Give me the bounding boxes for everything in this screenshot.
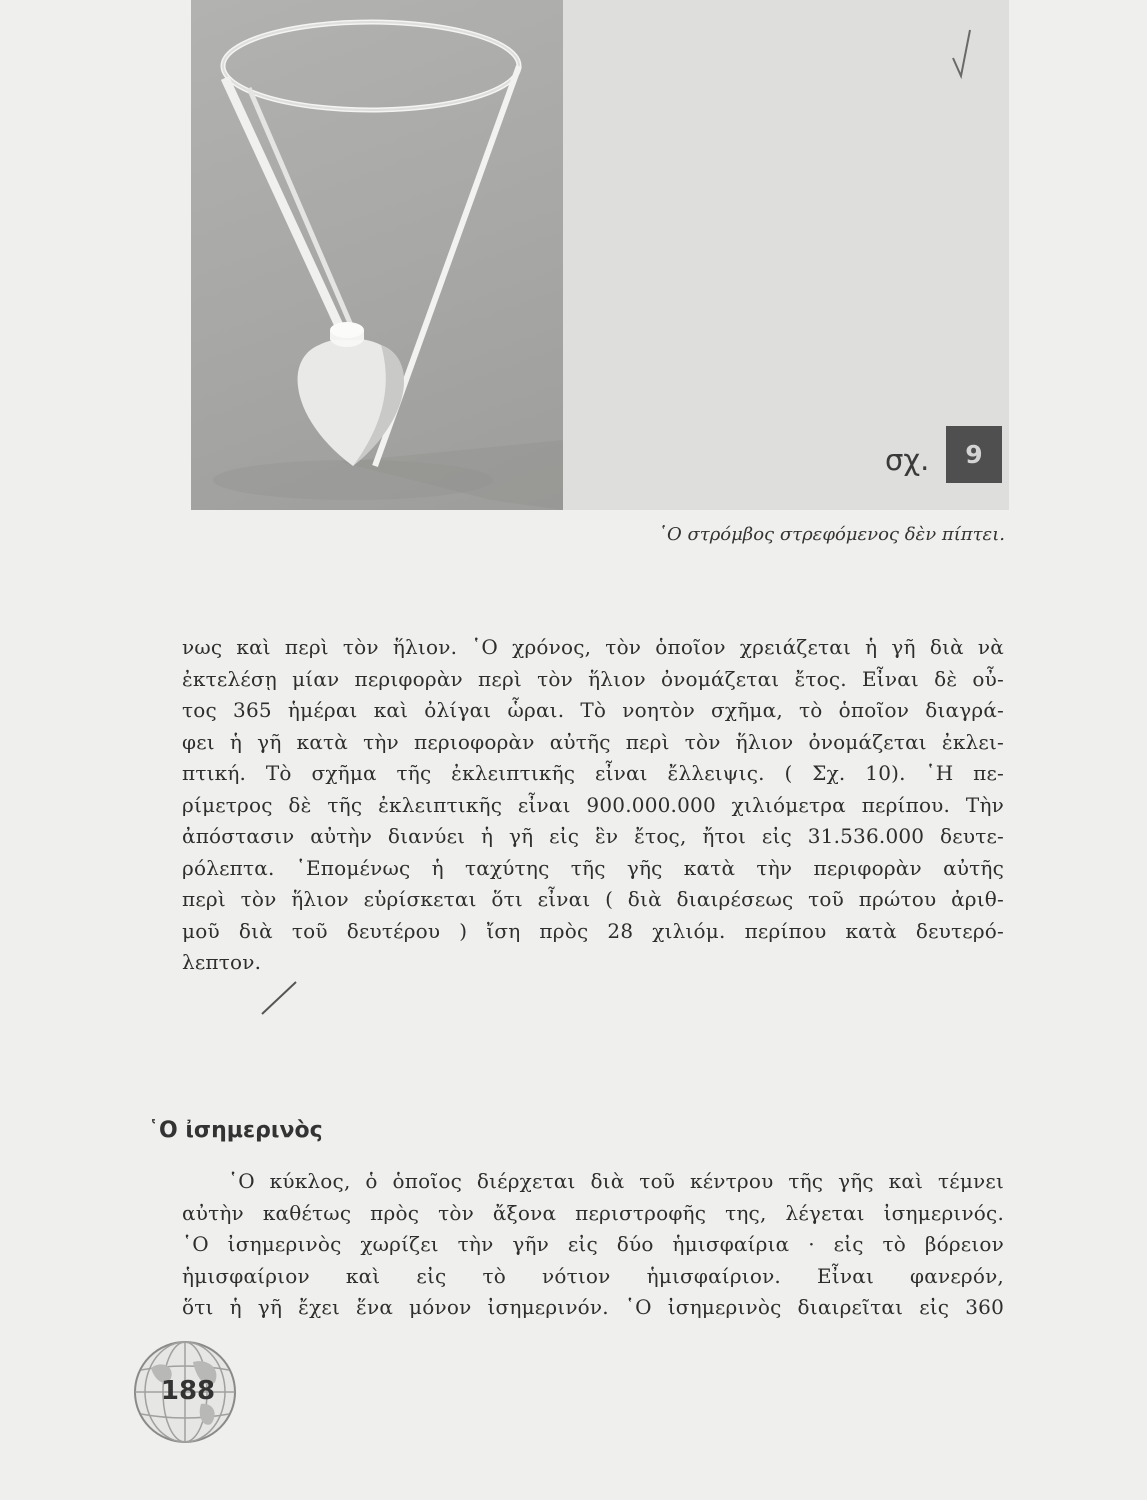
figure-caption: ῾Ο στρόμβος στρεφόμενος δὲν πίπτει. (657, 524, 1005, 545)
text-line: ῾Ο κύκλος, ὁ ὁποῖος διέρχεται διὰ τοῦ κέντρου τῆς γῆς καὶ τέμνει (228, 1169, 1004, 1193)
text-line: λεπτον. (182, 950, 262, 974)
figure-number-badge: 9 (946, 426, 1002, 483)
text-line: φει ἡ γῆ κατὰ τὴν περιοφορὰν αὐτῆς περὶ τὸν ἥλιον ὀνομάζεται ἐκλει- (182, 729, 1004, 754)
page-number: 188 (160, 1376, 216, 1406)
text-line: πτική. Τὸ σχῆμα τῆς ἐκλειπτικῆς εἶναι ἔλλειψις. ( Σχ. 10). ῾Η πε- (182, 761, 1004, 785)
spinning-top-photo (191, 0, 563, 510)
body-paragraph-orbit (182, 632, 1004, 979)
body-paragraph-equator (182, 1166, 1004, 1324)
text-line: αὐτὴν καθέτως πρὸς τὸν ἄξονα περιστροφῆς της, λέγεται ἰσημερινός. (182, 1200, 1004, 1225)
figure-background-panel (563, 0, 1009, 510)
text-line: νως καὶ περὶ τὸν ἥλιον. ῾Ο χρόνος, τὸν ὁποῖον χρειάζεται ἡ γῆ διὰ νὰ (182, 635, 1004, 659)
text-line: τος 365 ἡμέραι καὶ ὀλίγαι ὧραι. Τὸ νοητὸν σχῆμα, τὸ ὁποῖον διαγρά- (182, 698, 1004, 722)
text-line: ἐκτελέσῃ μίαν περιφορὰν περὶ τὸν ἥλιον ὀνομάζεται ἔτος. Εἶναι δὲ οὖ- (182, 666, 1004, 691)
text-line: ἡμισφαίριον καὶ εἰς τὸ νότιον ἡμισφαίριον. Εἶναι φανερόν, (182, 1263, 1004, 1288)
text-line: μοῦ διὰ τοῦ δευτέρου ) ἴση πρὸς 28 χιλιόμ. περίπου κατὰ δευτερό- (182, 918, 1004, 943)
section-heading: ῾Ο ἰσημερινὸς (148, 1118, 323, 1143)
text-line: περὶ τὸν ἥλιον εὑρίσκεται ὅτι εἶναι ( διὰ διαιρέσεως τοῦ πρώτου ἀριθ- (182, 887, 1004, 911)
checkmark-annotation (950, 28, 974, 80)
text-line: ρίμετρος δὲ τῆς ἐκλειπτικῆς εἶναι 900.000.000 χιλιόμετρα περίπου. Τὴν (182, 792, 1004, 817)
slash-annotation (258, 978, 300, 1018)
text-line: ῾Ο ἰσημερινὸς χωρίζει τὴν γῆν εἰς δύο ἡμισφαίρια · εἰς τὸ βόρειον (182, 1232, 1004, 1256)
text-line: ὅτι ἡ γῆ ἔχει ἕνα μόνον ἰσημερινόν. ῾Ο ἰσημερινὸς διαιρεῖται εἰς 360 (182, 1295, 1004, 1319)
text-line: ρόλεπτα. ῾Επομένως ἡ ταχύτης τῆς γῆς κατὰ τὴν περιφορὰν αὐτῆς (182, 855, 1004, 880)
figure-label: σχ. (885, 443, 930, 477)
text-line: ἀπόστασιν αὐτὴν διανύει ἡ γῆ εἰς ἓν ἔτος, ἤτοι εἰς 31.536.000 δευτε- (182, 824, 1004, 848)
